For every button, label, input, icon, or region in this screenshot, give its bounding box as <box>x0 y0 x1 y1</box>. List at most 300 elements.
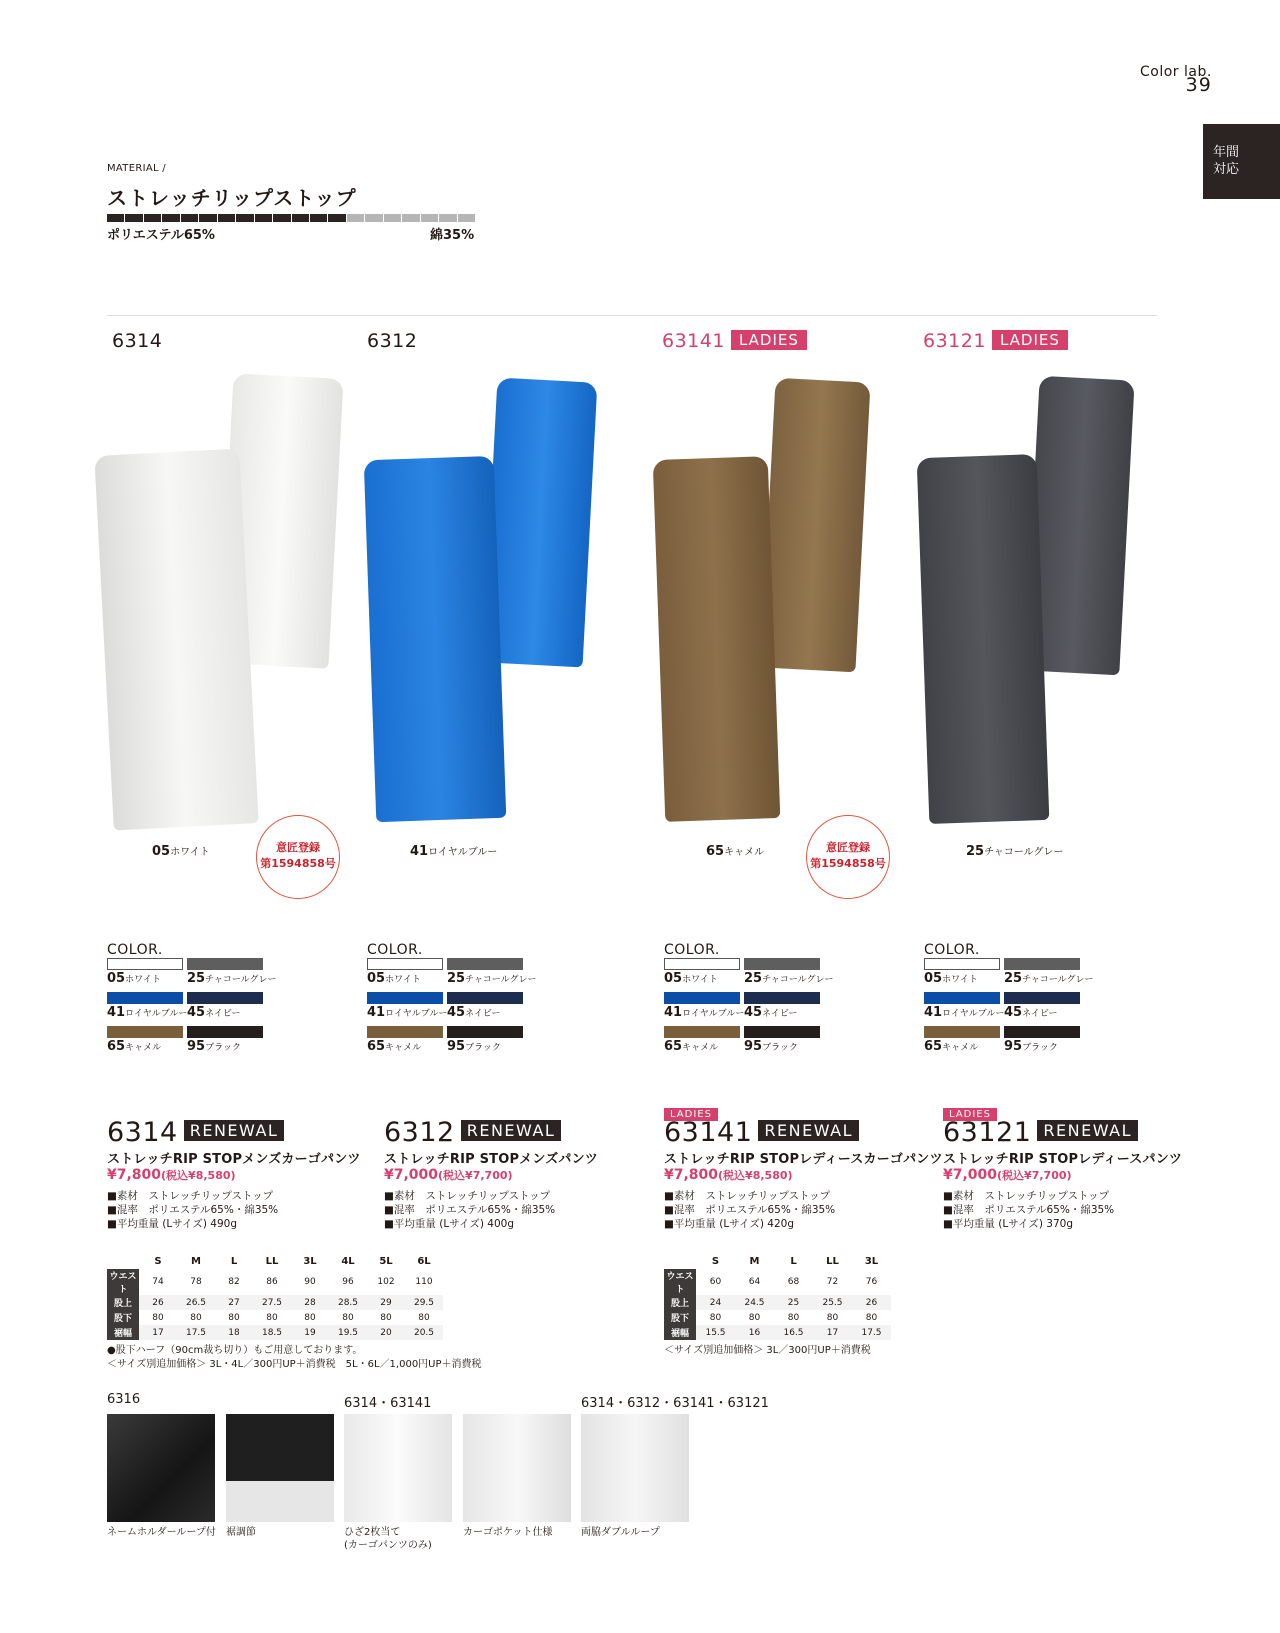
swatch-label <box>744 1005 820 1020</box>
swatch-label <box>924 1039 1000 1054</box>
size-cell: 18.5 <box>253 1325 291 1340</box>
size-column-header: M <box>749 1256 760 1267</box>
color-swatch <box>744 958 834 992</box>
ratio-segment-cotton <box>458 214 475 222</box>
size-cell: 28.5 <box>329 1295 367 1310</box>
swatch-chip <box>367 958 443 970</box>
color-block <box>664 942 834 1060</box>
detail-group-heading: 6314・63141 <box>344 1396 432 1411</box>
product-code: 63141 <box>664 1117 753 1148</box>
size-cell: 80 <box>787 1312 800 1323</box>
size-column-header: M <box>191 1256 201 1267</box>
column-code-text: 63141 <box>662 330 725 352</box>
size-cell: 102 <box>377 1277 395 1287</box>
size-row <box>107 1325 443 1340</box>
color-swatch <box>1004 958 1094 992</box>
swatch-label <box>187 1005 263 1020</box>
product-code-line <box>664 1118 944 1148</box>
size-column-header: 6L <box>417 1256 431 1267</box>
renewal-badge: RENEWAL <box>758 1120 859 1141</box>
swatch-chip <box>664 992 740 1004</box>
swatch-number: 65 <box>107 1039 126 1054</box>
product-code-line <box>384 1118 654 1148</box>
swatch-chip <box>1004 958 1080 970</box>
price-tax: (税込¥7,700) <box>997 1169 1072 1182</box>
size-cell: 76 <box>865 1277 878 1287</box>
swatch-number: 65 <box>367 1039 386 1054</box>
product-name: ストレッチRIP STOPレディースカーゴパンツ <box>664 1152 943 1167</box>
swatch-chip <box>367 1026 443 1038</box>
price-tax: (税込¥7,700) <box>438 1169 513 1182</box>
size-row-label: 裾幅 <box>107 1325 139 1340</box>
color-heading: COLOR. <box>367 942 423 958</box>
product-code-line <box>943 1118 1203 1148</box>
caption-name: チャコールグレー <box>984 847 1064 858</box>
swatch-label <box>924 971 1000 986</box>
swatch-number: 05 <box>664 971 683 986</box>
size-cell: 20 <box>367 1325 405 1340</box>
swatch-chip <box>744 958 820 970</box>
swatch-name: チャコールグレー <box>762 975 834 985</box>
detail-group-heading: 6316 <box>107 1392 141 1407</box>
swatch-label <box>664 971 740 986</box>
swatch-chip <box>924 958 1000 970</box>
size-cell: 17.5 <box>852 1325 891 1340</box>
photo-caption <box>706 843 764 859</box>
ratio-segment-polyester <box>162 214 179 222</box>
ratio-segment-cotton <box>347 214 364 222</box>
ladies-tag: LADIES <box>731 330 807 350</box>
column-code: 6314 <box>112 330 163 352</box>
swatch-grid <box>367 958 537 1060</box>
size-cell: 80 <box>709 1312 722 1323</box>
swatch-number: 95 <box>447 1039 466 1054</box>
detail-photo <box>344 1414 452 1522</box>
photo-caption <box>410 843 497 859</box>
swatch-number: 41 <box>367 1005 386 1020</box>
swatch-number: 05 <box>107 971 126 986</box>
product-price-line <box>664 1167 944 1183</box>
ratio-segment-polyester <box>125 214 142 222</box>
size-corner <box>664 1254 696 1269</box>
ratio-segment-polyester <box>292 214 309 222</box>
swatch-name: ブラック <box>205 1043 241 1053</box>
color-heading: COLOR. <box>924 942 980 958</box>
swatch-name: キャメル <box>125 1043 162 1053</box>
stamp-line-2: 第1594858号 <box>810 857 886 870</box>
swatch-label <box>744 971 834 986</box>
spec-material: ■素材 ストレッチリップストップ <box>664 1190 831 1202</box>
size-cell: 80 <box>418 1312 430 1323</box>
spec-ratio: ■混率 ポリエステル65%・綿35% <box>664 1204 836 1216</box>
photo-caption <box>966 843 1063 859</box>
swatch-name: ブラック <box>465 1043 501 1053</box>
size-cell: 64 <box>748 1277 761 1287</box>
season-tab <box>1203 124 1280 199</box>
swatch-chip <box>744 1026 820 1038</box>
size-cell: 78 <box>190 1277 202 1287</box>
swatch-chip <box>744 992 820 1004</box>
swatch-number: 45 <box>187 1005 206 1020</box>
swatch-label <box>1004 1039 1080 1054</box>
size-cell: 90 <box>304 1277 316 1287</box>
size-column-header: LL <box>826 1256 839 1267</box>
size-cell: 80 <box>266 1312 278 1323</box>
product-specs <box>943 1189 1203 1231</box>
size-row-label: 裾幅 <box>664 1325 696 1340</box>
swatch-label <box>924 1005 1005 1020</box>
material-title: ストレッチリップストップ <box>107 186 357 210</box>
size-cell: 19.5 <box>329 1325 367 1340</box>
caption-number: 65 <box>706 844 725 859</box>
swatch-chip <box>664 1026 740 1038</box>
swatch-number: 45 <box>447 1005 466 1020</box>
season-line-1: 年間 <box>1213 145 1240 160</box>
size-cell: 24.5 <box>735 1295 774 1310</box>
detail-caption: 裾調節 <box>226 1527 256 1538</box>
product-price-line <box>943 1167 1203 1183</box>
product-specs <box>384 1189 654 1231</box>
column-code <box>662 330 807 352</box>
size-cell: 60 <box>709 1277 722 1287</box>
detail-caption-line: (カーゴパンツのみ) <box>344 1540 432 1551</box>
swatch-name: ブラック <box>1022 1043 1058 1053</box>
material-cotton: 綿35% <box>430 228 475 243</box>
size-cell: 74 <box>152 1277 164 1287</box>
color-swatch <box>447 958 537 992</box>
size-table <box>107 1254 443 1340</box>
price: ¥7,800 <box>664 1167 719 1183</box>
swatch-name: ロイヤルブルー <box>682 1009 745 1019</box>
size-notes <box>664 1344 891 1358</box>
size-notes <box>107 1344 482 1372</box>
product-price-line <box>107 1167 377 1183</box>
size-cell: 80 <box>228 1312 240 1323</box>
swatch-name: キャメル <box>682 1043 719 1053</box>
spec-material: ■素材 ストレッチリップストップ <box>384 1190 551 1202</box>
swatch-label <box>107 1039 183 1054</box>
color-swatch <box>187 1026 263 1060</box>
swatch-name: ネイビー <box>1022 1009 1058 1019</box>
size-cell: 26.5 <box>177 1295 215 1310</box>
ratio-segment-polyester <box>218 214 235 222</box>
swatch-number: 45 <box>744 1005 763 1020</box>
price: ¥7,800 <box>107 1167 162 1183</box>
color-heading: COLOR. <box>107 942 163 958</box>
size-cell: 82 <box>228 1277 240 1287</box>
size-cell: 16.5 <box>774 1325 813 1340</box>
caption-name: ロイヤルブルー <box>428 847 498 858</box>
swatch-chip <box>447 1026 523 1038</box>
size-cell: 17.5 <box>177 1325 215 1340</box>
size-column-header: 5L <box>379 1256 393 1267</box>
size-row-label: ウエスト <box>107 1269 139 1295</box>
size-cell: 80 <box>152 1312 164 1323</box>
swatch-number: 25 <box>744 971 763 986</box>
ratio-segment-cotton <box>365 214 382 222</box>
size-note: ＜サイズ別追加価格＞ 3L／300円UP＋消費税 <box>664 1345 871 1356</box>
price: ¥7,000 <box>384 1167 439 1183</box>
swatch-chip <box>664 958 740 970</box>
spec-weight: ■平均重量 (Lサイズ) 400g <box>384 1218 515 1230</box>
size-table <box>664 1254 891 1340</box>
spec-ratio: ■混率 ポリエステル65%・綿35% <box>107 1204 279 1216</box>
product-code: 6312 <box>384 1117 455 1148</box>
swatch-number: 05 <box>367 971 386 986</box>
size-cell: 68 <box>787 1277 800 1287</box>
detail-caption: カーゴポケット仕様 <box>463 1527 553 1538</box>
swatch-number: 95 <box>1004 1039 1023 1054</box>
swatch-number: 65 <box>924 1039 943 1054</box>
color-swatch <box>924 1026 1000 1060</box>
size-cell: 28 <box>291 1295 329 1310</box>
ladies-tag: LADIES <box>992 330 1068 350</box>
swatch-chip <box>447 958 523 970</box>
spec-weight: ■平均重量 (Lサイズ) 420g <box>664 1218 795 1230</box>
swatch-chip <box>187 992 263 1004</box>
color-swatch <box>187 992 263 1026</box>
swatch-label <box>447 1005 523 1020</box>
swatch-number: 41 <box>107 1005 126 1020</box>
swatch-chip <box>1004 1026 1080 1038</box>
swatch-chip <box>1004 992 1080 1004</box>
swatch-label <box>447 1039 523 1054</box>
color-swatch <box>664 1026 740 1060</box>
size-cell: 80 <box>190 1312 202 1323</box>
product-name: ストレッチRIP STOPメンズパンツ <box>384 1152 598 1167</box>
ratio-segment-cotton <box>402 214 419 222</box>
size-cell: 25 <box>774 1295 813 1310</box>
ratio-segment-polyester <box>328 214 345 222</box>
swatch-grid <box>924 958 1094 1060</box>
stamp-line-1: 意匠登録 <box>276 841 320 854</box>
size-column-header: 3L <box>864 1256 879 1267</box>
swatch-label <box>1004 1005 1080 1020</box>
size-cell: 20.5 <box>405 1325 443 1340</box>
size-row-label: 股下 <box>107 1310 139 1325</box>
brand-header <box>1140 64 1212 96</box>
color-swatch <box>664 958 740 992</box>
brand-name: Color lab. <box>1140 64 1212 80</box>
price-tax: (税込¥8,580) <box>718 1169 793 1182</box>
swatch-number: 95 <box>187 1039 206 1054</box>
design-registration-stamp <box>256 815 340 899</box>
size-column-header: 3L <box>303 1256 317 1267</box>
swatch-name: チャコールグレー <box>205 975 277 985</box>
material-polyester: ポリエステル65% <box>107 228 215 243</box>
ratio-segment-polyester <box>236 214 253 222</box>
size-table-ladies <box>664 1254 891 1358</box>
detail-photo <box>581 1414 689 1522</box>
swatch-label <box>107 971 183 986</box>
color-swatch <box>367 958 443 992</box>
size-row-label: 股上 <box>664 1295 696 1310</box>
color-swatch <box>367 992 448 1026</box>
detail-caption: 両脇ダブルループ <box>581 1527 660 1538</box>
column-code: 6312 <box>367 330 418 352</box>
price-tax: (税込¥8,580) <box>161 1169 236 1182</box>
size-cell: 80 <box>826 1312 839 1323</box>
detail-caption <box>344 1526 432 1552</box>
page-number: 39 <box>1185 74 1212 96</box>
product-specs <box>664 1189 944 1231</box>
color-swatch <box>1004 992 1080 1026</box>
size-row <box>664 1325 891 1340</box>
spec-material: ■素材 ストレッチリップストップ <box>943 1190 1110 1202</box>
swatch-number: 65 <box>664 1039 683 1054</box>
size-cell: 80 <box>865 1312 878 1323</box>
size-cell: 72 <box>826 1277 839 1287</box>
product-code: 6314 <box>107 1117 178 1148</box>
size-cell: 110 <box>415 1277 433 1287</box>
swatch-name: キャメル <box>385 1043 422 1053</box>
swatch-name: ホワイト <box>682 975 718 985</box>
product-specs <box>107 1189 377 1231</box>
swatch-number: 41 <box>924 1005 943 1020</box>
swatch-chip <box>924 1026 1000 1038</box>
product-code-line <box>107 1118 377 1148</box>
size-header-row <box>107 1254 443 1269</box>
size-row <box>664 1310 891 1325</box>
size-cell: 80 <box>342 1312 354 1323</box>
caption-name: ホワイト <box>170 847 210 858</box>
swatch-name: ブラック <box>762 1043 798 1053</box>
swatch-name: ネイビー <box>762 1009 798 1019</box>
size-cell: 26 <box>852 1295 891 1310</box>
color-block <box>107 942 277 1060</box>
ratio-segment-polyester <box>199 214 216 222</box>
size-cell: 86 <box>266 1277 278 1287</box>
swatch-chip <box>187 1026 263 1038</box>
size-row <box>664 1269 891 1295</box>
detail-caption: ネームホルダーループ付 <box>107 1527 216 1538</box>
swatch-label <box>664 1005 745 1020</box>
size-cell: 15.5 <box>696 1325 735 1340</box>
swatch-chip <box>447 992 523 1004</box>
size-table-mens <box>107 1254 482 1372</box>
swatch-chip <box>187 958 263 970</box>
swatch-number: 95 <box>744 1039 763 1054</box>
color-swatch <box>924 992 1005 1026</box>
size-cell: 29 <box>367 1295 405 1310</box>
ratio-segment-polyester <box>181 214 198 222</box>
price: ¥7,000 <box>943 1167 998 1183</box>
swatch-number: 41 <box>664 1005 683 1020</box>
swatch-name: ホワイト <box>385 975 421 985</box>
swatch-name: チャコールグレー <box>1022 975 1094 985</box>
ladies-badge: LADIES <box>943 1108 997 1121</box>
swatch-name: チャコールグレー <box>465 975 537 985</box>
size-column-header: S <box>154 1256 162 1267</box>
swatch-chip <box>924 992 1000 1004</box>
size-note: ●股下ハーフ（90cm裁ち切り）もご用意しております。 <box>107 1345 363 1356</box>
product-price-line <box>384 1167 654 1183</box>
swatch-name: ホワイト <box>942 975 978 985</box>
product-info <box>664 1102 944 1231</box>
size-cell: 27 <box>215 1295 253 1310</box>
divider <box>107 315 1157 316</box>
product-name: ストレッチRIP STOPメンズカーゴパンツ <box>107 1152 361 1167</box>
swatch-number: 25 <box>1004 971 1023 986</box>
swatch-name: ロイヤルブルー <box>942 1009 1005 1019</box>
color-swatch <box>107 1026 183 1060</box>
swatch-number: 25 <box>187 971 206 986</box>
size-row <box>107 1310 443 1325</box>
size-cell: 26 <box>139 1295 177 1310</box>
swatch-number: 45 <box>1004 1005 1023 1020</box>
spec-weight: ■平均重量 (Lサイズ) 370g <box>943 1218 1074 1230</box>
swatch-label <box>664 1039 740 1054</box>
color-swatch <box>107 992 188 1026</box>
column-code <box>923 330 1068 352</box>
product-info <box>107 1102 377 1231</box>
color-swatch <box>1004 1026 1080 1060</box>
color-swatch <box>924 958 1000 992</box>
swatch-number: 05 <box>924 971 943 986</box>
size-cell: 16 <box>735 1325 774 1340</box>
ratio-segment-cotton <box>384 214 401 222</box>
size-row-label: 股上 <box>107 1295 139 1310</box>
detail-photo <box>107 1414 215 1522</box>
spec-material: ■素材 ストレッチリップストップ <box>107 1190 274 1202</box>
detail-photo <box>463 1414 571 1522</box>
detail-group-heading: 6314・6312・63141・63121 <box>581 1396 769 1411</box>
caption-number: 05 <box>152 844 171 859</box>
spec-ratio: ■混率 ポリエステル65%・綿35% <box>384 1204 556 1216</box>
swatch-label <box>107 1005 188 1020</box>
product-code: 63121 <box>943 1117 1032 1148</box>
material-ratio-bar <box>107 214 475 222</box>
product-info <box>943 1102 1203 1231</box>
swatch-label <box>1004 971 1094 986</box>
swatch-name: キャメル <box>942 1043 979 1053</box>
color-swatch <box>447 1026 523 1060</box>
color-swatch <box>447 992 523 1026</box>
color-swatch <box>107 958 183 992</box>
caption-name: キャメル <box>724 847 765 858</box>
color-swatch <box>367 1026 443 1060</box>
size-cell: 17 <box>139 1325 177 1340</box>
swatch-chip <box>107 992 183 1004</box>
swatch-label <box>367 1039 443 1054</box>
ratio-segment-polyester <box>310 214 327 222</box>
ratio-segment-cotton <box>439 214 456 222</box>
size-row-label: 股下 <box>664 1310 696 1325</box>
ratio-segment-cotton <box>421 214 438 222</box>
size-cell: 96 <box>342 1277 354 1287</box>
ratio-segment-polyester <box>255 214 272 222</box>
color-block <box>367 942 537 1060</box>
swatch-label <box>187 971 277 986</box>
swatch-name: ホワイト <box>125 975 161 985</box>
size-cell: 24 <box>696 1295 735 1310</box>
color-swatch <box>187 958 277 992</box>
swatch-name: ネイビー <box>205 1009 241 1019</box>
stamp-line-2: 第1594858号 <box>260 857 336 870</box>
ratio-segment-polyester <box>107 214 124 222</box>
color-swatch <box>744 1026 820 1060</box>
swatch-grid <box>107 958 277 1060</box>
spec-weight: ■平均重量 (Lサイズ) 490g <box>107 1218 238 1230</box>
detail-photo <box>226 1414 334 1522</box>
size-cell: 25.5 <box>813 1295 852 1310</box>
size-column-header: 4L <box>341 1256 355 1267</box>
ratio-segment-polyester <box>273 214 290 222</box>
ratio-segment-polyester <box>144 214 161 222</box>
material-label: MATERIAL / <box>107 163 166 174</box>
size-cell: 27.5 <box>253 1295 291 1310</box>
swatch-name: ロイヤルブルー <box>125 1009 188 1019</box>
